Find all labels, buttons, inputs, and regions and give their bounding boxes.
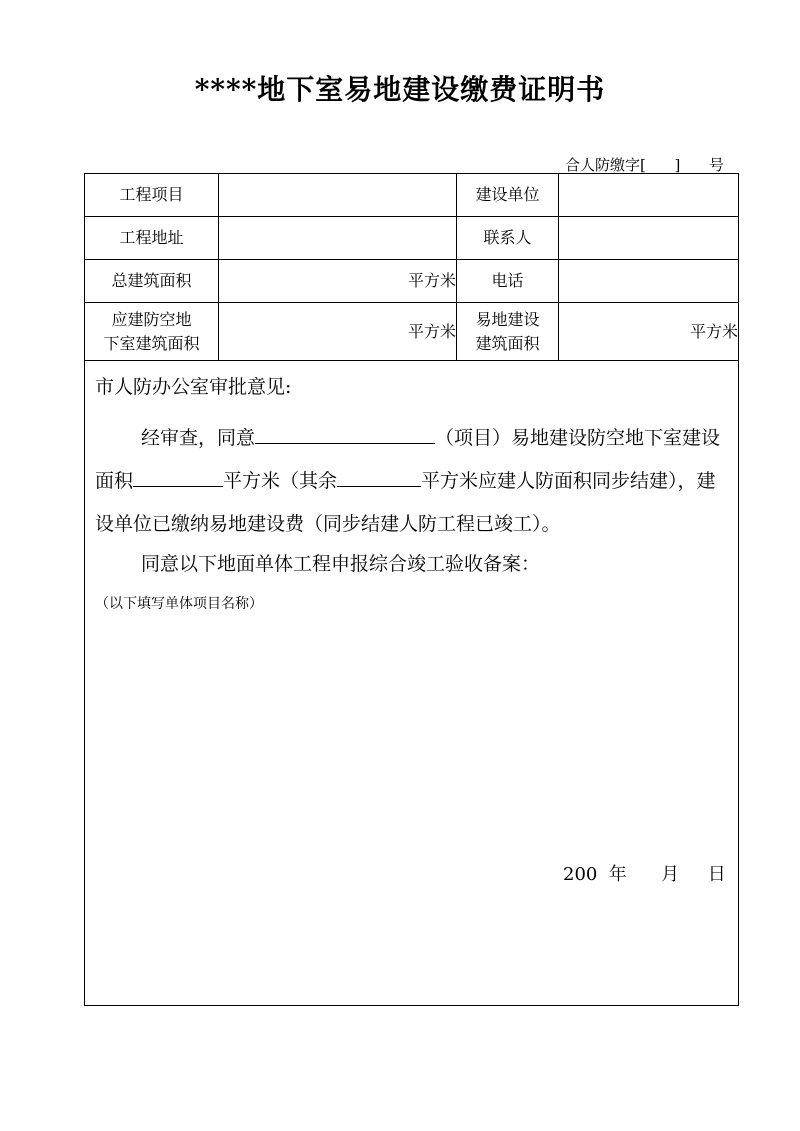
relocated-area-blank[interactable] [133, 466, 223, 487]
phone-label: 电话 [457, 260, 559, 303]
form-row-approval [85, 361, 739, 1006]
remaining-area-blank[interactable] [337, 466, 421, 487]
total-area-field[interactable] [219, 260, 457, 303]
relocated-construction-area-label-line2: 建筑面积 [475, 333, 540, 353]
form-row-basement-area [85, 303, 739, 361]
required-basement-area-label [85, 303, 219, 361]
project-name-blank[interactable] [255, 423, 435, 444]
approval-paragraph [95, 417, 731, 546]
relocated-construction-area-label [457, 303, 559, 361]
project-name-label: 工程项目 [85, 174, 219, 217]
approval-text-part1: 经审查，同意 [141, 427, 256, 449]
project-name-field[interactable] [219, 174, 457, 217]
fee-certificate-form [84, 173, 739, 1006]
document-number-label: 合人防缴字[ ] 号 [565, 156, 724, 174]
construction-unit-label: 建设单位 [457, 174, 559, 217]
required-basement-area-label-line2: 下室建筑面积 [103, 333, 200, 353]
relocated-construction-area-field[interactable] [559, 303, 739, 361]
relocated-construction-area-unit: 平方米 [689, 321, 738, 341]
required-basement-area-label-line1: 应建防空地 [111, 309, 192, 329]
form-row-project [85, 174, 739, 217]
form-row-address [85, 217, 739, 260]
total-area-unit: 平方米 [407, 271, 456, 290]
phone-field[interactable] [559, 260, 739, 303]
form-row-area [85, 260, 739, 303]
contact-person-field[interactable] [559, 217, 739, 260]
approval-heading: 市人防办公室审批意见: [95, 376, 292, 398]
approval-text-part3: 平方米（其余 [223, 470, 338, 492]
project-address-field[interactable] [219, 217, 457, 260]
contact-person-label: 联系人 [457, 217, 559, 260]
approval-note: （以下填写单体项目名称） [95, 596, 263, 612]
approval-text-part4: 平方米应建人防面积同步结建），建设单位已缴纳易地建设费（同步结建人防工程已竣工）。 [95, 470, 716, 535]
total-area-label: 总建筑面积 [85, 260, 219, 303]
approval-text-part2: （项目）易地建设防空地下室建设面积 [95, 427, 721, 492]
approval-date: 200 年 月 日 [563, 864, 726, 885]
approval-section [85, 361, 739, 1006]
approval-agree-line: 同意以下地面单体工程申报综合竣工验收备案： [141, 553, 541, 575]
document-title: ****地下室易地建设缴费证明书 [194, 73, 606, 106]
required-basement-area-field[interactable] [219, 303, 457, 361]
required-basement-area-unit: 平方米 [407, 321, 456, 341]
construction-unit-field[interactable] [559, 174, 739, 217]
project-address-label: 工程地址 [85, 217, 219, 260]
relocated-construction-area-label-line1: 易地建设 [475, 309, 540, 329]
